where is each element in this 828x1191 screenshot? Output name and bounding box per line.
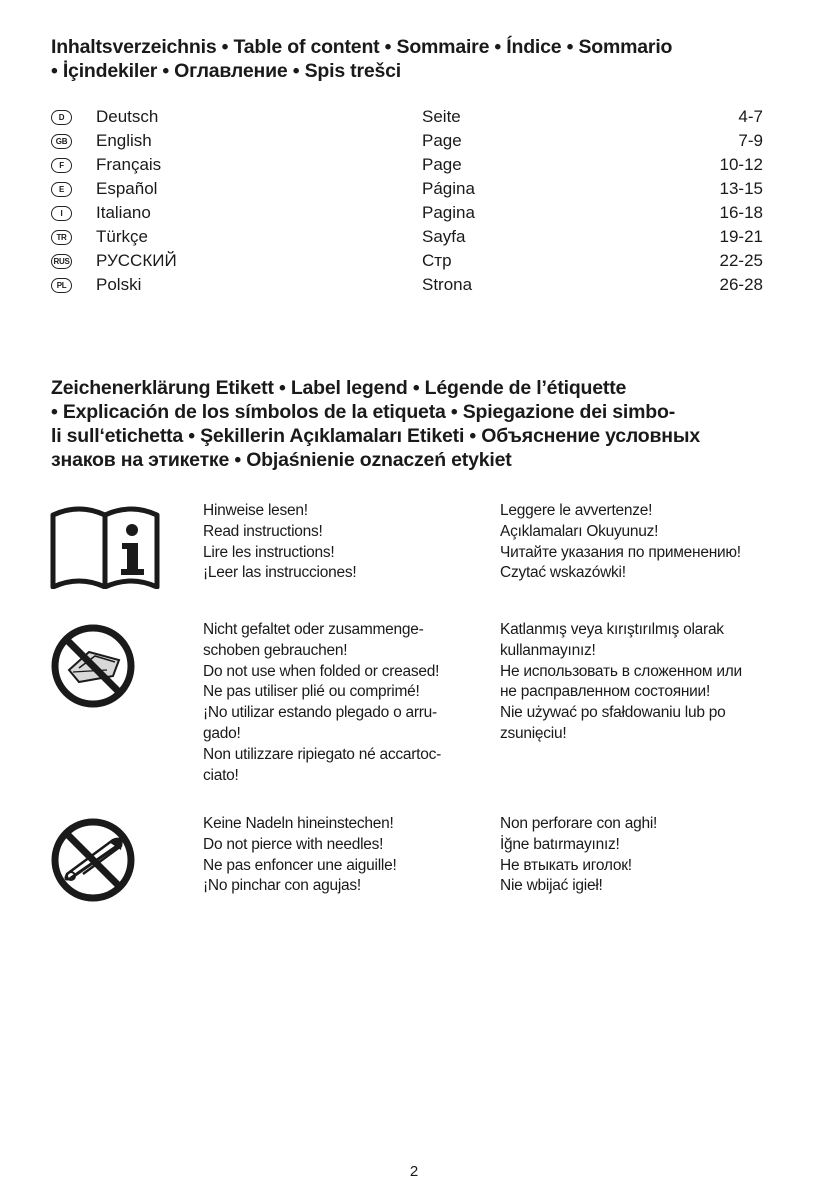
toc-heading-line: Inhaltsverzeichnis • Table of content • Sommaire • Índice • Sommario (51, 36, 673, 58)
toc-row[interactable] (51, 225, 763, 249)
symbol-text-line: gado! (203, 724, 241, 742)
symbol-text-col-a (203, 814, 397, 897)
toc-row[interactable] (51, 249, 763, 273)
symbol-text-line: Katlanmış veya kırıştırılmış olarak (500, 621, 724, 638)
symbol-text-line: Read instructions! (203, 522, 323, 540)
symbol-text-col-a (203, 501, 356, 584)
toc-language: English (96, 131, 152, 150)
legend-heading (51, 376, 700, 472)
country-code-badge: TR (51, 230, 72, 245)
symbol-text-col-a (203, 620, 441, 786)
toc-page-range: 22-25 (719, 251, 763, 270)
toc-page-range: 16-18 (719, 203, 763, 222)
symbol-text-line: Czytać wskazówki! (500, 564, 626, 582)
no-pins-icon (49, 816, 137, 904)
toc-page-range: 13-15 (719, 179, 763, 198)
toc-row[interactable] (51, 177, 763, 201)
symbol-text-line: Do not pierce with needles! (203, 835, 384, 853)
toc-language: Italiano (96, 203, 151, 222)
toc-language: Polski (96, 275, 142, 294)
symbol-text-line: kullanmayınız! (500, 641, 596, 659)
symbol-text-line: Lire les instructions! (203, 543, 335, 561)
symbol-text-col-b (500, 501, 741, 584)
symbol-text-line: İğne batırmayınız! (500, 835, 620, 853)
country-code-badge: PL (51, 278, 72, 293)
symbol-text-line: Nie używać po sfałdowaniu lub po (500, 704, 726, 722)
country-code-badge: F (51, 158, 72, 173)
country-code-badge: RUS (51, 254, 72, 269)
symbol-text-line: Ne pas utiliser plié ou comprimé! (203, 683, 420, 701)
toc-row[interactable] (51, 273, 763, 297)
toc-page-label: Sayfa (422, 227, 466, 246)
country-code-badge: D (51, 110, 72, 125)
toc-row[interactable] (51, 129, 763, 153)
symbol-text-line: Non perforare con aghi! (500, 815, 658, 832)
symbol-text-line: Ne pas enfoncer une aiguille! (203, 856, 397, 874)
legend-heading-line: знаков на этикетке • Objaśnienie oznaczeń etykiet (51, 449, 512, 471)
toc-page-label: Стр (422, 251, 452, 270)
symbol-text-line: Не использовать в сложенном или (500, 662, 742, 680)
symbol-text-line: Non utilizzare ripiegato né accartoc- (203, 745, 442, 763)
legend-heading-line: • Explicación de los símbolos de la etiqueta • Spiegazione dei simbo- (51, 401, 675, 423)
symbol-text-line: Keine Nadeln hineinstechen! (203, 815, 394, 832)
symbol-text-line: zsunięciu! (500, 724, 567, 742)
symbol-text-col-b (500, 620, 742, 745)
symbol-text-line: Nicht gefaltet oder zusammenge- (203, 621, 424, 638)
toc-heading-line: • İçindekiler • Оглавление • Spis trešci (51, 60, 402, 82)
symbol-text-line: ¡Leer las instrucciones! (203, 564, 357, 582)
toc-language: Français (96, 155, 162, 174)
toc-row[interactable] (51, 153, 763, 177)
toc-page-label: Pagina (422, 203, 475, 222)
toc-language: Español (96, 179, 158, 198)
symbol-text-line: ¡No utilizar estando plegado o arru- (203, 704, 437, 722)
symbol-text-line: ¡No pinchar con agujas! (203, 877, 361, 895)
toc-row[interactable] (51, 105, 763, 129)
toc-page-label: Page (422, 155, 462, 174)
symbol-text-col-b (500, 814, 657, 897)
symbol-text-line: Hinweise lesen! (203, 502, 308, 519)
symbol-text-line: ciato! (203, 766, 239, 784)
toc-page-range: 7-9 (738, 131, 763, 150)
symbol-text-line: schoben gebrauchen! (203, 641, 348, 659)
symbol-text-line: Не втыкать иголок! (500, 856, 632, 874)
country-code-badge: I (51, 206, 72, 221)
symbol-text-line: Leggere le avvertenze! (500, 502, 653, 519)
toc-row[interactable] (51, 201, 763, 225)
symbol-text-line: Nie wbijać igieł! (500, 877, 603, 895)
toc-heading (51, 35, 672, 83)
toc-page-label: Page (422, 131, 462, 150)
toc-page-label: Página (422, 179, 475, 198)
toc-page-range: 26-28 (719, 275, 763, 294)
toc-page-range: 19-21 (719, 227, 763, 246)
toc-language: РУССКИЙ (96, 251, 177, 270)
symbol-text-line: Açıklamaları Okuyunuz! (500, 522, 659, 540)
toc-language: Deutsch (96, 107, 159, 126)
toc-list (51, 105, 763, 297)
legend-heading-line: li sull‘etichetta • Şekillerin Açıklamaları Etiketi • Объяснение условных (51, 425, 700, 447)
toc-page-range: 10-12 (719, 155, 763, 174)
toc-page-label: Seite (422, 107, 461, 126)
symbol-text-line: не расправленном состоянии! (500, 683, 711, 701)
country-code-badge: GB (51, 134, 72, 149)
read-instructions-icon (49, 503, 161, 589)
symbol-text-line: Читайте указания по применению! (500, 543, 741, 561)
legend-heading-line: Zeichenerklärung Etikett • Label legend • Légende de l’étiquette (51, 377, 627, 399)
toc-page-range: 4-7 (738, 107, 763, 126)
page-number: 2 (409, 1163, 419, 1180)
toc-page-label: Strona (422, 275, 473, 294)
symbol-text-line: Do not use when folded or creased! (203, 662, 440, 680)
no-folding-icon (49, 622, 137, 710)
toc-language: Türkçe (96, 227, 148, 246)
country-code-badge: E (51, 182, 72, 197)
